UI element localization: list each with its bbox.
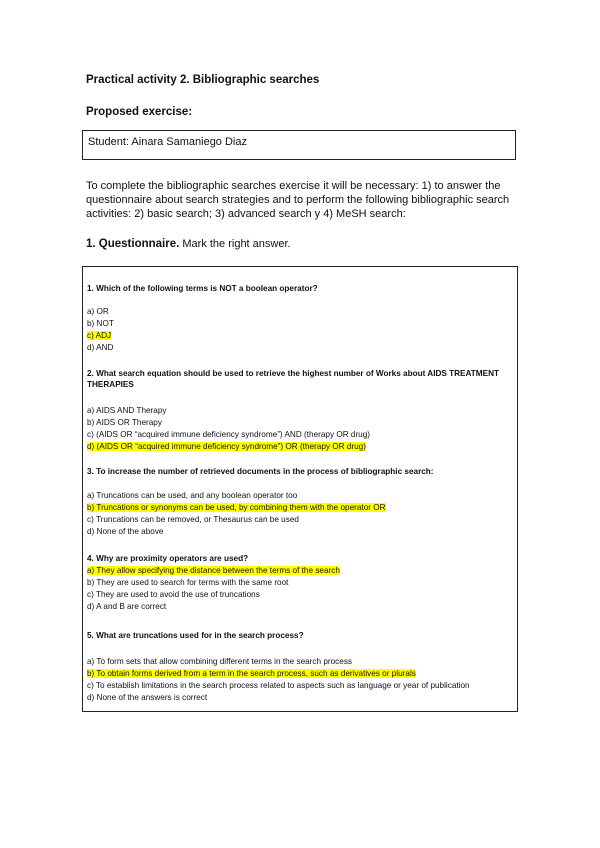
q4-option-a[interactable]: a) They allow specifying the distance between the terms of the search bbox=[87, 566, 340, 575]
q1-option-b[interactable]: b) NOT bbox=[87, 319, 114, 328]
q4-option-d[interactable]: d) A and B are correct bbox=[87, 602, 167, 611]
q1-option-c[interactable]: c) ADJ bbox=[87, 331, 112, 340]
q5-option-d[interactable]: d) None of the answers is correct bbox=[87, 693, 208, 702]
q5-option-c[interactable]: c) To establish limitations in the search process related to aspects such as language or year of publication bbox=[87, 681, 470, 690]
q3-option-a[interactable]: a) Truncations can be used, and any boolean operator too bbox=[87, 491, 298, 500]
q2-option-a[interactable]: a) AIDS AND Therapy bbox=[87, 406, 167, 415]
page-title: Practical activity 2. Bibliographic searches bbox=[86, 74, 320, 86]
student-name: Student: Ainara Samaniego Diaz bbox=[88, 136, 247, 148]
q3-option-c[interactable]: c) Truncations can be removed, or Thesaurus can be used bbox=[87, 515, 299, 524]
questionnaire-box bbox=[82, 266, 518, 712]
q2-option-d[interactable]: d) (AIDS OR “acquired immune deficiency syndrome”) OR (therapy OR drug) bbox=[87, 442, 366, 451]
question-3: 3. To increase the number of retrieved documents in the process of bibliographic search: bbox=[87, 467, 434, 476]
question-5: 5. What are truncations used for in the search process? bbox=[87, 631, 304, 640]
intro-paragraph: To complete the bibliographic searches exercise it will be necessary: 1) to answer the questionnaire about search strategies and to perform the following bibliographic search activities: 2) basic search; 3) advanced search y 4) MeSH search: bbox=[86, 180, 510, 220]
q2-option-c[interactable]: c) (AIDS OR “acquired immune deficiency syndrome”) AND (therapy OR drug) bbox=[87, 430, 371, 439]
question-4: 4. Why are proximity operators are used? bbox=[87, 554, 249, 563]
q3-option-d[interactable]: d) None of the above bbox=[87, 527, 164, 536]
exercise-subtitle: Proposed exercise: bbox=[86, 106, 193, 118]
question-1: 1. Which of the following terms is NOT a boolean operator? bbox=[87, 284, 318, 293]
q2-option-b[interactable]: b) AIDS OR Therapy bbox=[87, 418, 162, 427]
section-title: 1. Questionnaire. bbox=[86, 238, 180, 250]
q5-option-b[interactable]: b) To obtain forms derived from a term in the search process, such as derivatives or plurals bbox=[87, 669, 416, 678]
q4-option-b[interactable]: b) They are used to search for terms with the same root bbox=[87, 578, 289, 587]
question-2: 2. What search equation should be used to retrieve the highest number of Works about AIDS TREATMENT THERAPIES bbox=[87, 369, 499, 389]
q4-option-c[interactable]: c) They are used to avoid the use of truncations bbox=[87, 590, 260, 599]
q1-option-a[interactable]: a) OR bbox=[87, 307, 109, 316]
section-instruction: Mark the right answer. bbox=[179, 238, 291, 250]
q1-option-d[interactable]: d) AND bbox=[87, 343, 114, 352]
student-box bbox=[82, 130, 516, 160]
q3-option-b[interactable]: b) Truncations or synonyms can be used, by combining them with the operator OR bbox=[87, 503, 386, 512]
section-heading bbox=[86, 238, 291, 250]
q5-option-a[interactable]: a) To form sets that allow combining different terms in the search process bbox=[87, 657, 353, 666]
